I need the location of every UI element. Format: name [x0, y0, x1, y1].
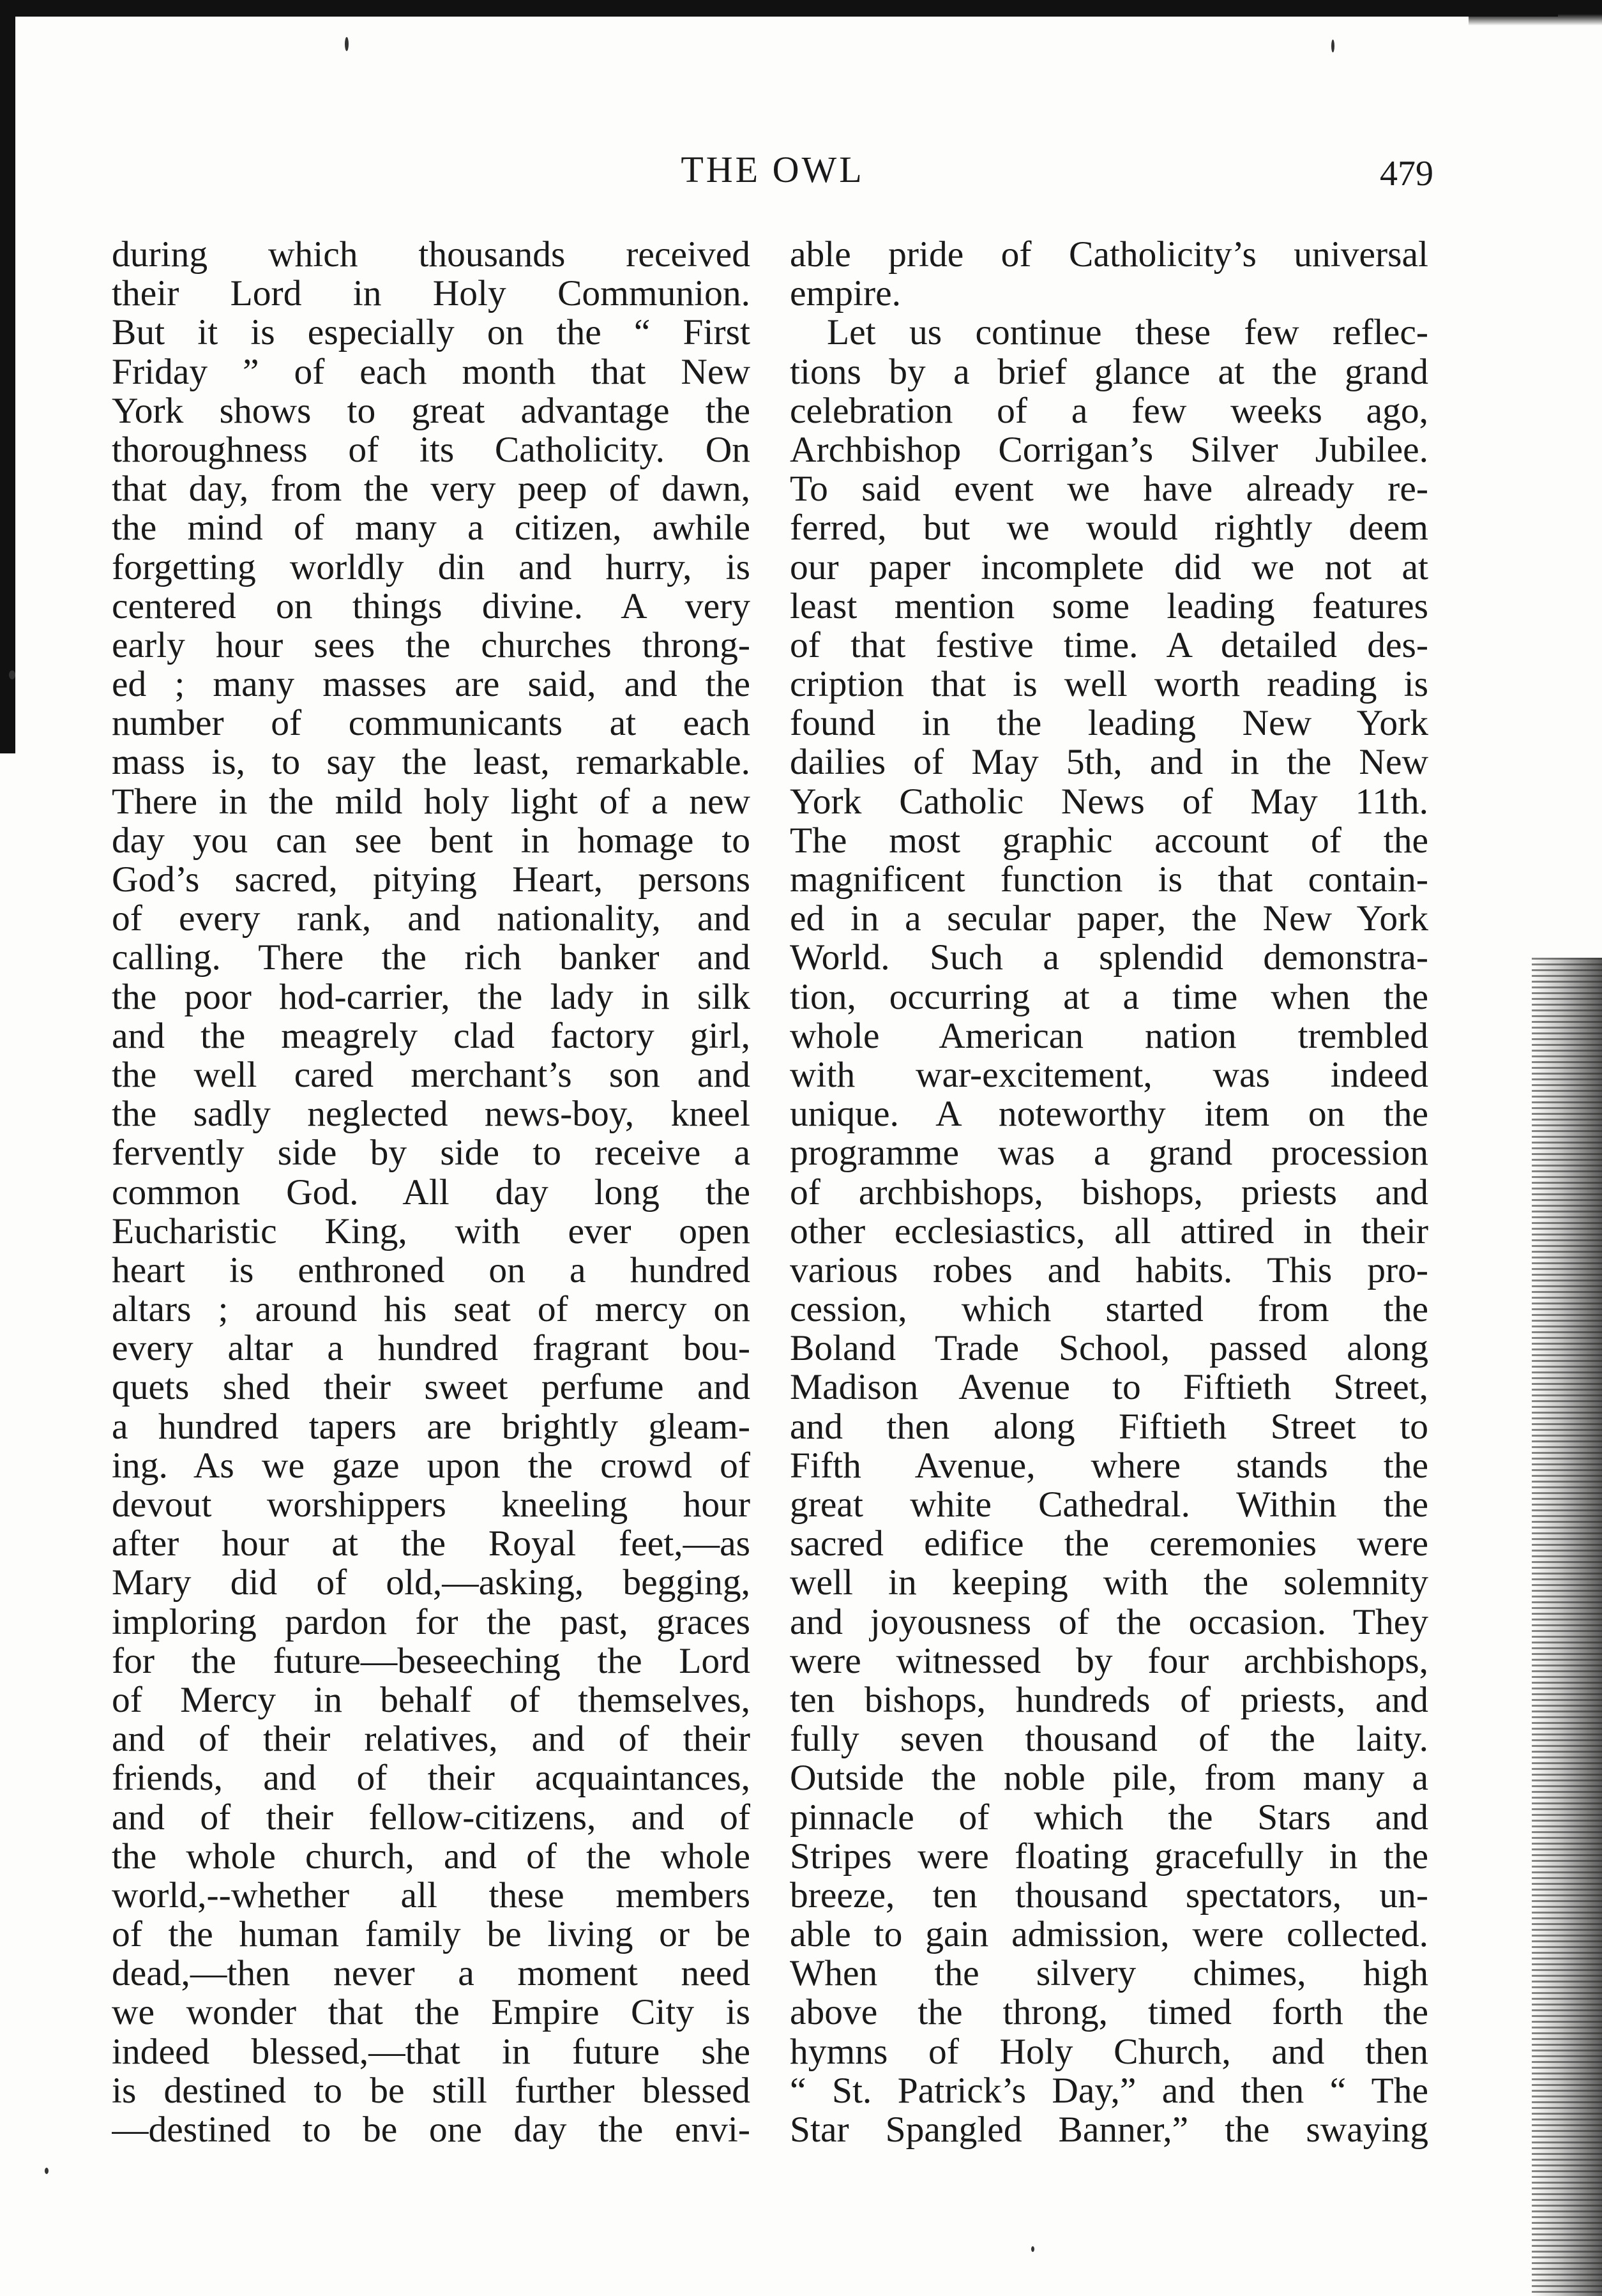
text-line: tion, occurring at a time when the: [790, 977, 1428, 1016]
text-line: for the future—beseeching the Lord: [112, 1641, 750, 1680]
text-line: heart is enthroned on a hundred: [112, 1250, 750, 1290]
text-line: were witnessed by four archbishops,: [790, 1641, 1428, 1680]
text-line: ing. As we gaze upon the crowd of: [112, 1446, 750, 1485]
scan-left-border: [0, 0, 15, 753]
text-line: the well cared merchant’s son and: [112, 1055, 750, 1095]
text-line: other ecclesiastics, all attired in their: [790, 1211, 1428, 1251]
text-line: we wonder that the Empire City is: [112, 1993, 750, 2032]
text-line: a hundred tapers are brightly gleam-: [112, 1407, 750, 1446]
text-line: “ St. Patrick’s Day,” and then “ The: [790, 2071, 1428, 2110]
text-line: and joyousness of the occasion. They: [790, 1602, 1428, 1642]
text-line: above the throng, timed forth the: [790, 1993, 1428, 2032]
text-line: whole American nation trembled: [790, 1016, 1428, 1055]
text-line: sacred edifice the ceremonies were: [790, 1524, 1428, 1564]
text-line: able to gain admission, were collected.: [790, 1915, 1428, 1954]
text-line: cession, which started from the: [790, 1290, 1428, 1329]
left-column: [112, 235, 750, 2149]
text-line: their Lord in Holy Communion.: [112, 274, 750, 313]
text-line: indeed blessed,—that in future she: [112, 2032, 750, 2071]
paragraph-start-line: Let us continue these few reflec-: [827, 313, 1428, 352]
text-line: is destined to be still further blessed: [112, 2071, 750, 2110]
text-line: of every rank, and nationality, and: [112, 899, 750, 939]
text-line: various robes and habits. This pro-: [790, 1250, 1428, 1290]
text-line: thoroughness of its Catholicity. On: [112, 430, 750, 470]
text-line: There in the mild holy light of a new: [112, 782, 750, 821]
text-line: found in the leading New York: [790, 704, 1428, 743]
text-line: To said event we have already re-: [790, 469, 1428, 509]
text-line: that day, from the very peep of dawn,: [112, 469, 750, 509]
text-line: God’s sacred, pitying Heart, persons: [112, 860, 750, 900]
running-head: THE OWL: [681, 149, 865, 190]
text-line: and the meagrely clad factory girl,: [112, 1016, 750, 1055]
text-line: after hour at the Royal feet,—as: [112, 1524, 750, 1564]
text-line: fervently side by side to receive a: [112, 1133, 750, 1173]
text-line: and of their fellow-citizens, and of: [112, 1797, 750, 1837]
text-line: the whole church, and of the whole: [112, 1836, 750, 1876]
text-line: unique. A noteworthy item on the: [790, 1094, 1428, 1134]
text-line: and then along Fiftieth Street to: [790, 1407, 1428, 1446]
text-line: common God. All day long the: [112, 1172, 750, 1212]
text-line: ten bishops, hundreds of priests, and: [790, 1680, 1428, 1720]
text-line: with war-excitement, was indeed: [790, 1055, 1428, 1095]
scan-speck: [1031, 2246, 1034, 2252]
text-line: breeze, ten thousand spectators, un-: [790, 1875, 1428, 1915]
text-line: Star Spangled Banner,” the swaying: [790, 2110, 1428, 2150]
text-line: early hour sees the churches throng-: [112, 625, 750, 665]
text-line: well in keeping with the solemnity: [790, 1563, 1428, 1603]
text-line: our paper incomplete did we not at: [790, 547, 1428, 587]
text-line: Outside the noble pile, from many a: [790, 1758, 1428, 1798]
page-header: [112, 148, 1433, 206]
text-line: Mary did of old,—asking, begging,: [112, 1563, 750, 1603]
text-line: dead,—then never a moment need: [112, 1954, 750, 1993]
text-line: devout worshippers kneeling hour: [112, 1485, 750, 1525]
right-column: [790, 235, 1428, 2149]
text-line: When the silvery chimes, high: [790, 1954, 1428, 1993]
text-line: number of communicants at each: [112, 704, 750, 743]
scan-right-edge-noise: [1532, 958, 1602, 2296]
text-line: the sadly neglected news-boy, kneel: [112, 1094, 750, 1134]
scan-speck: [345, 37, 349, 51]
text-line: least mention some leading features: [790, 586, 1428, 626]
text-line: ed ; many masses are said, and the: [112, 665, 750, 704]
text-line: —destined to be one day the envi-: [112, 2110, 750, 2150]
text-line: ed in a secular paper, the New York: [790, 899, 1428, 939]
text-line: of the human family be living or be: [112, 1915, 750, 1954]
text-line: But it is especially on the “ First: [112, 313, 750, 352]
text-line: fully seven thousand of the laity.: [790, 1719, 1428, 1759]
text-line: every altar a hundred fragrant bou-: [112, 1329, 750, 1368]
scan-speck: [1331, 40, 1334, 52]
text-line: the poor hod-carrier, the lady in silk: [112, 977, 750, 1016]
scan-speck: [45, 2168, 49, 2174]
text-line: centered on things divine. A very: [112, 586, 750, 626]
text-line: The most graphic account of the: [790, 820, 1428, 860]
text-line: ferred, but we would rightly deem: [790, 508, 1428, 548]
text-line: cription that is well worth reading is: [790, 665, 1428, 704]
text-line: of archbishops, bishops, priests and: [790, 1172, 1428, 1212]
scan-top-border-tail: [1469, 0, 1602, 26]
text-line: of Mercy in behalf of themselves,: [112, 1680, 750, 1720]
text-line: magnificent function is that contain-: [790, 860, 1428, 900]
text-line: quets shed their sweet perfume and: [112, 1368, 750, 1407]
text-line: World. Such a splendid demonstra-: [790, 938, 1428, 978]
text-line: friends, and of their acquaintances,: [112, 1758, 750, 1798]
text-line: Boland Trade School, passed along: [790, 1329, 1428, 1368]
text-line: of that festive time. A detailed des-: [790, 625, 1428, 665]
text-line: able pride of Catholicity’s universal: [790, 235, 1428, 275]
text-line: York Catholic News of May 11th.: [790, 782, 1428, 821]
text-line: tions by a brief glance at the grand: [790, 352, 1428, 391]
text-line: empire.: [790, 274, 902, 313]
text-line: Archbishop Corrigan’s Silver Jubilee.: [790, 430, 1428, 470]
text-line: during which thousands received: [112, 235, 750, 275]
text-line: great white Cathedral. Within the: [790, 1485, 1428, 1525]
text-line: calling. There the rich banker and: [112, 938, 750, 978]
text-line: mass is, to say the least, remarkable.: [112, 743, 750, 782]
text-line: imploring pardon for the past, graces: [112, 1602, 750, 1642]
scan-top-border: [0, 0, 1558, 17]
text-line: world,--whether all these members: [112, 1875, 750, 1915]
text-line: Fifth Avenue, where stands the: [790, 1446, 1428, 1485]
text-line: hymns of Holy Church, and then: [790, 2032, 1428, 2071]
text-line: pinnacle of which the Stars and: [790, 1797, 1428, 1837]
text-line: day you can see bent in homage to: [112, 820, 750, 860]
text-line: York shows to great advantage the: [112, 391, 750, 430]
text-line: programme was a grand procession: [790, 1133, 1428, 1173]
text-line: Friday ” of each month that New: [112, 352, 750, 391]
page-number: 479: [1380, 154, 1433, 193]
text-line: Madison Avenue to Fiftieth Street,: [790, 1368, 1428, 1407]
scan-speck: [9, 670, 15, 679]
text-line: celebration of a few weeks ago,: [790, 391, 1428, 430]
text-line: and of their relatives, and of their: [112, 1719, 750, 1759]
text-line: forgetting worldly din and hurry, is: [112, 547, 750, 587]
text-line: the mind of many a citizen, awhile: [112, 508, 750, 548]
text-line: dailies of May 5th, and in the New: [790, 743, 1428, 782]
text-line: Eucharistic King, with ever open: [112, 1211, 750, 1251]
text-line: altars ; around his seat of mercy on: [112, 1290, 750, 1329]
text-line: Stripes were floating gracefully in the: [790, 1836, 1428, 1876]
